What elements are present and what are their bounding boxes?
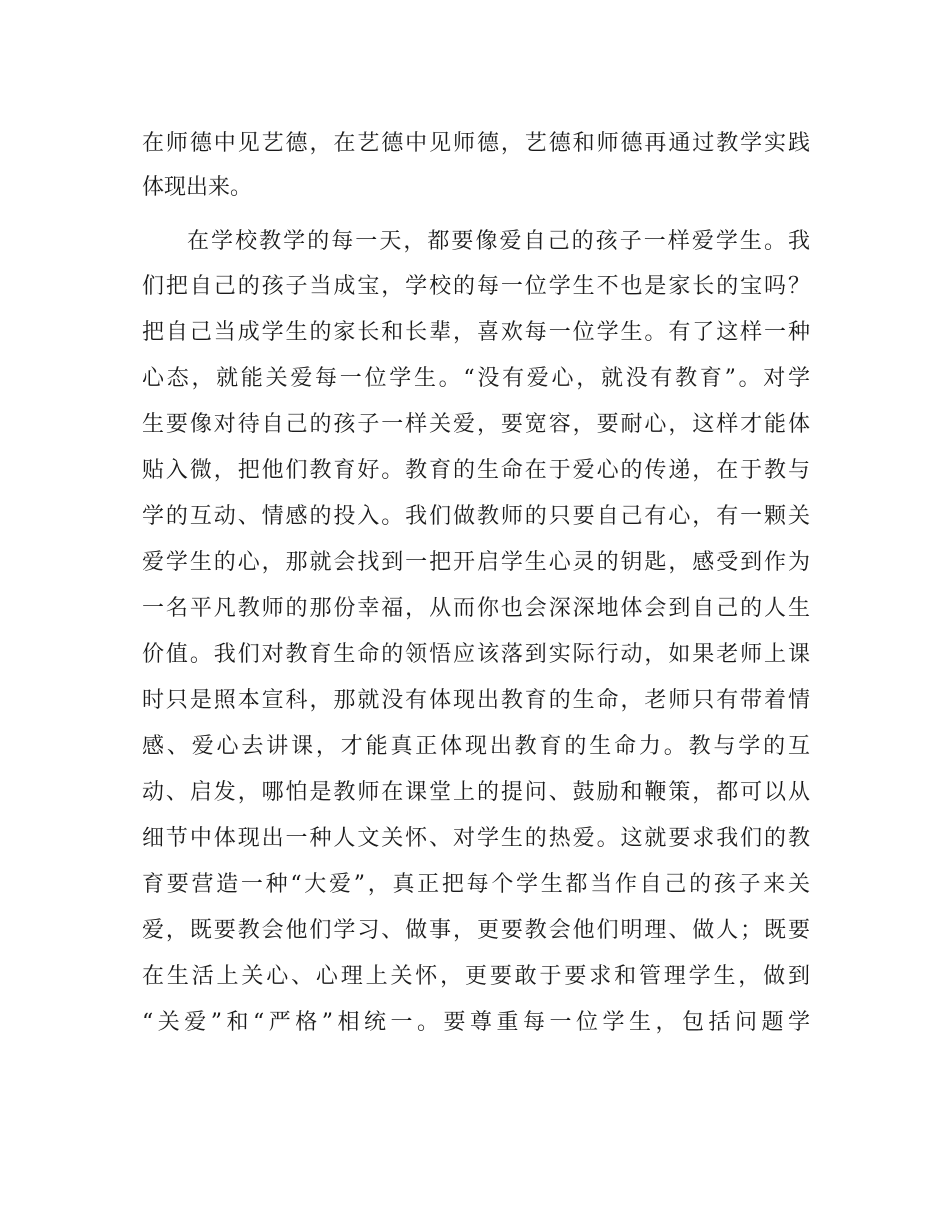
text-line: 心态，就能关爱每一位学生。“没有爱心，就没有教育”。对学 xyxy=(142,366,810,391)
text-line: 感、爱心去讲课，才能真正体现出教育的生命力。教与学的互 xyxy=(142,734,810,759)
text-line: 爱学生的心，那就会找到一把开启学生心灵的钥匙，感受到作为 xyxy=(142,550,810,575)
text-line: 一名平凡教师的那份幸福，从而你也会深深地体会到自己的人生 xyxy=(142,596,810,621)
text-line: 体现出来。 xyxy=(142,175,253,200)
text-line: “关爱”和“严格”相统一。要尊重每一位学生，包括问题学 xyxy=(142,1010,810,1035)
text-line: 们把自己的孩子当成宝，学校的每一位学生不也是家长的宝吗？ xyxy=(142,274,810,299)
text-line: 动、启发，哪怕是教师在课堂上的提问、鼓励和鞭策，都可以从 xyxy=(142,780,810,805)
text-line: 价值。我们对教育生命的领悟应该落到实际行动，如果老师上课 xyxy=(142,642,810,667)
text-line: 爱，既要教会他们学习、做事，更要教会他们明理、做人；既要 xyxy=(142,918,810,943)
text-line: 生要像对待自己的孩子一样关爱，要宽容，要耐心，这样才能体 xyxy=(142,412,810,437)
text-line: 把自己当成学生的家长和长辈，喜欢每一位学生。有了这样一种 xyxy=(142,320,810,345)
text-line: 贴入微，把他们教育好。教育的生命在于爱心的传递，在于教与 xyxy=(142,458,810,483)
text-line: 时只是照本宣科，那就没有体现出教育的生命，老师只有带着情 xyxy=(142,688,810,713)
text-line: 育要营造一种“大爱”，真正把每个学生都当作自己的孩子来关 xyxy=(142,872,810,897)
text-line: 细节中体现出一种人文关怀、对学生的热爱。这就要求我们的教 xyxy=(142,826,810,851)
paragraph-first-line: 在学校教学的每一天，都要像爱自己的孩子一样爱学生。我 xyxy=(187,229,810,254)
text-line: 在师德中见艺德，在艺德中见师德，艺德和师德再通过教学实践 xyxy=(142,131,810,156)
text-line: 在生活上关心、心理上关怀，更要敢于要求和管理学生，做到 xyxy=(142,964,810,989)
text-line: 学的互动、情感的投入。我们做教师的只要自己有心，有一颗关 xyxy=(142,504,810,529)
